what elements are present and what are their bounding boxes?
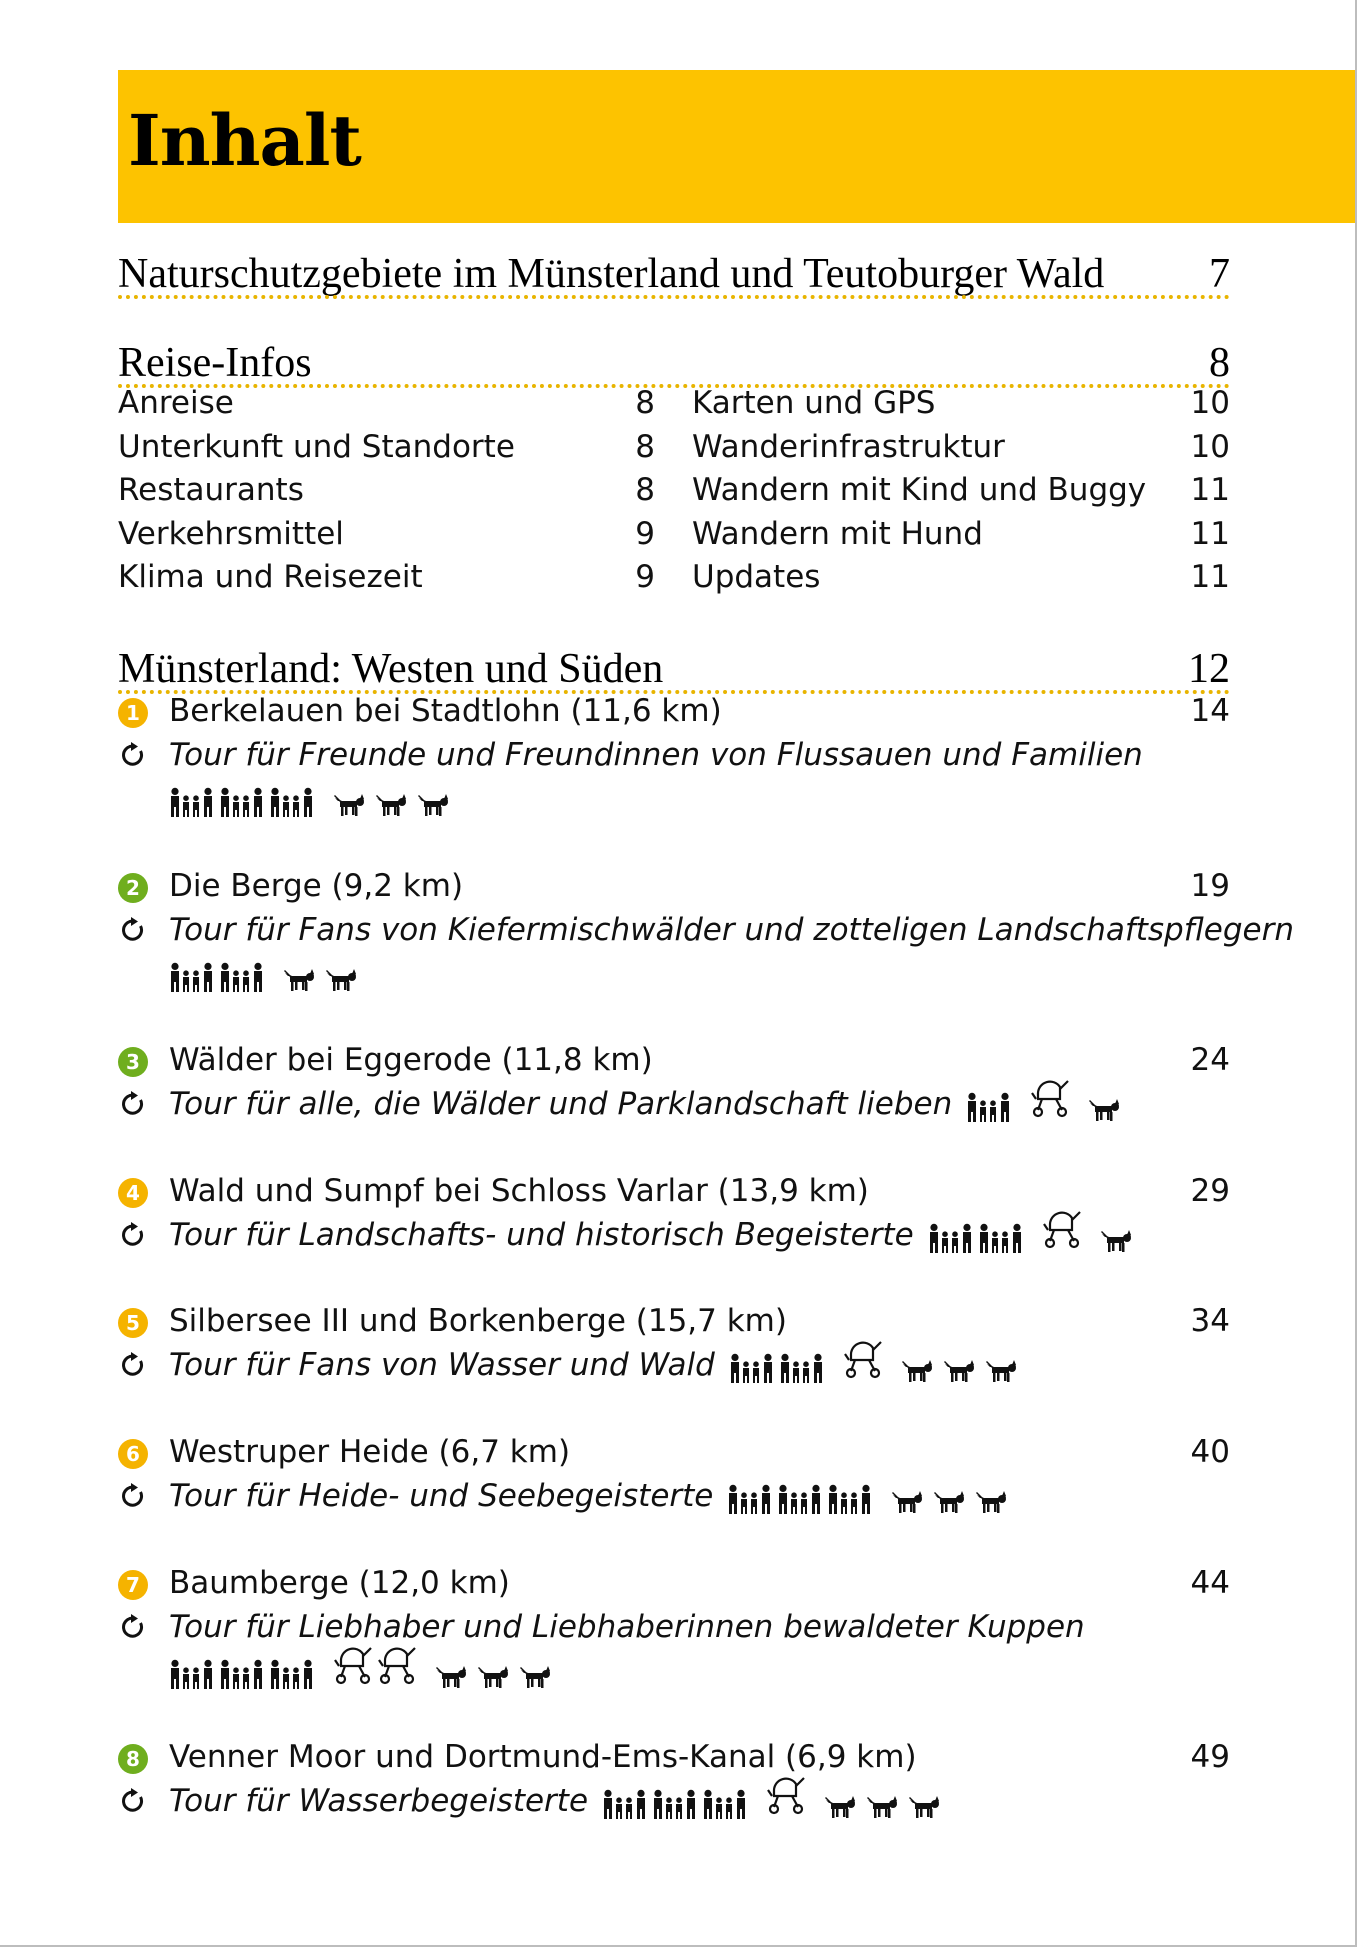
- tour-description: Tour für alle, die Wälder und Parklandschaft lieben: [169, 1086, 953, 1122]
- section-muensterland[interactable]: [118, 642, 1230, 694]
- tour-description: Tour für Landschafts- und historisch Begeisterte: [169, 1217, 914, 1253]
- section-page: 12: [1188, 646, 1230, 692]
- family-icon: [269, 786, 315, 818]
- reise-item-label[interactable]: Karten und GPS: [692, 385, 936, 421]
- family-icon: [169, 1658, 215, 1690]
- tour-title: Baumberge (12,0 km): [169, 1565, 510, 1601]
- audience-icons: [928, 1220, 1142, 1254]
- reise-item-page: 11: [1190, 559, 1230, 595]
- tour-title: Wälder bei Eggerode (11,8 km): [169, 1042, 653, 1078]
- tour-subtitle: [118, 737, 1258, 782]
- reise-item-label[interactable]: Restaurants: [118, 472, 304, 508]
- section-reise-infos[interactable]: [118, 336, 1230, 388]
- tour-description: Tour für Heide- und Seebegeisterte: [169, 1478, 714, 1514]
- tour-entry[interactable]: [118, 1739, 1230, 1784]
- audience-icons: [169, 959, 367, 993]
- reise-item-label[interactable]: Verkehrsmittel: [118, 516, 344, 552]
- tour-subtitle: [118, 1347, 1258, 1392]
- loop-arrow-icon: [120, 1788, 146, 1814]
- dog-icon: [901, 1358, 935, 1384]
- dog-icon: [283, 967, 317, 993]
- tour-page: 24: [1190, 1042, 1230, 1078]
- reise-item-page: 9: [635, 516, 655, 552]
- tour-title: Berkelauen bei Stadtlohn (11,6 km): [169, 693, 722, 729]
- reise-item-label[interactable]: Anreise: [118, 385, 234, 421]
- family-icon: [219, 961, 265, 993]
- dog-icon: [866, 1794, 900, 1820]
- loop-arrow-icon: [120, 1222, 146, 1248]
- dog-icon: [325, 967, 359, 993]
- tour-page: 29: [1190, 1173, 1230, 1209]
- family-icon: [219, 1658, 265, 1690]
- dog-icon: [333, 792, 367, 818]
- tour-title: Die Berge (9,2 km): [169, 868, 464, 904]
- tour-page: 44: [1190, 1565, 1230, 1601]
- family-icon: [219, 786, 265, 818]
- tour-number-badge: 3: [118, 1047, 148, 1077]
- tour-title: Westruper Heide (6,7 km): [169, 1434, 571, 1470]
- section-title: Münsterland: Westen und Süden: [118, 646, 664, 692]
- dog-icon: [519, 1664, 553, 1690]
- dog-icon: [477, 1664, 511, 1690]
- tour-title: Silbersee III und Borkenberge (15,7 km): [169, 1303, 787, 1339]
- dog-icon: [1100, 1228, 1134, 1254]
- tour-subtitle: [118, 912, 1294, 957]
- family-icon: [169, 961, 215, 993]
- reise-item-page: 9: [635, 559, 655, 595]
- family-icon: [269, 1658, 315, 1690]
- family-icon: [779, 1352, 825, 1384]
- buggy-icon: [1030, 1077, 1072, 1119]
- reise-item-label[interactable]: Wandern mit Kind und Buggy: [692, 472, 1147, 508]
- family-icon: [928, 1222, 974, 1254]
- dotted-leader: [118, 384, 1230, 388]
- tour-entry[interactable]: [118, 1303, 1230, 1348]
- dog-icon: [943, 1358, 977, 1384]
- dog-icon: [824, 1794, 858, 1820]
- family-icon: [702, 1788, 748, 1820]
- audience-icons: [602, 1786, 950, 1820]
- family-icon: [729, 1352, 775, 1384]
- dog-icon: [417, 792, 451, 818]
- reise-item-page: 11: [1190, 516, 1230, 552]
- tour-page: 19: [1190, 868, 1230, 904]
- tour-number-badge: 7: [118, 1570, 148, 1600]
- reise-item-page: 10: [1190, 385, 1230, 421]
- tour-page: 49: [1190, 1739, 1230, 1775]
- tour-description: Tour für Fans von Kiefermischwälder und zotteligen Landschaftspflegern: [169, 912, 1294, 948]
- tour-number-badge: 2: [118, 873, 148, 903]
- family-icon: [169, 786, 215, 818]
- reise-item-label[interactable]: Wandern mit Hund: [692, 516, 983, 552]
- loop-arrow-icon: [120, 742, 146, 768]
- tour-entry[interactable]: [118, 693, 1230, 738]
- tour-number-badge: 6: [118, 1439, 148, 1469]
- dog-icon: [933, 1489, 967, 1515]
- tour-description: Tour für Fans von Wasser und Wald: [169, 1347, 715, 1383]
- dog-icon: [435, 1664, 469, 1690]
- title-banner: [118, 70, 1357, 223]
- reise-item-label[interactable]: Wanderinfrastruktur: [692, 429, 1005, 465]
- tour-entry[interactable]: [118, 1565, 1230, 1610]
- loop-arrow-icon: [120, 1614, 146, 1640]
- reise-item-page: 8: [635, 429, 655, 465]
- loop-arrow-icon: [120, 1091, 146, 1117]
- reise-item-label[interactable]: Updates: [692, 559, 821, 595]
- dog-icon: [891, 1489, 925, 1515]
- family-icon: [652, 1788, 698, 1820]
- tour-subtitle: [118, 1609, 1258, 1654]
- buggy-icon: [377, 1644, 419, 1686]
- dog-icon: [1088, 1097, 1122, 1123]
- tour-page: 40: [1190, 1434, 1230, 1470]
- tour-description: Tour für Freunde und Freundinnen von Flussauen und Familien: [169, 737, 1143, 773]
- tour-number-badge: 5: [118, 1308, 148, 1338]
- reise-item-page: 11: [1190, 472, 1230, 508]
- buggy-icon: [1042, 1208, 1084, 1250]
- section-page: 8: [1209, 340, 1230, 386]
- audience-icons: [966, 1089, 1130, 1123]
- dog-icon: [908, 1794, 942, 1820]
- audience-icons: [169, 1656, 561, 1690]
- buggy-icon: [843, 1338, 885, 1380]
- dog-icon: [375, 792, 409, 818]
- family-icon: [978, 1222, 1024, 1254]
- section-page: 7: [1209, 251, 1230, 297]
- tour-number-badge: 4: [118, 1178, 148, 1208]
- reise-item-page: 10: [1190, 429, 1230, 465]
- dog-icon: [975, 1489, 1009, 1515]
- loop-arrow-icon: [120, 917, 146, 943]
- tour-number-badge: 1: [118, 698, 148, 728]
- audience-icons: [729, 1350, 1027, 1384]
- section-title: Reise-Infos: [118, 340, 312, 386]
- tour-description: Tour für Wasserbegeisterte: [169, 1783, 589, 1819]
- family-icon: [827, 1483, 873, 1515]
- family-icon: [602, 1788, 648, 1820]
- buggy-icon: [333, 1644, 375, 1686]
- buggy-icon: [766, 1774, 808, 1816]
- tour-title: Venner Moor und Dortmund-Ems-Kanal (6,9 km): [169, 1739, 917, 1775]
- loop-arrow-icon: [120, 1352, 146, 1378]
- tour-description: Tour für Liebhaber und Liebhaberinnen bewaldeter Kuppen: [169, 1609, 1085, 1645]
- family-icon: [727, 1483, 773, 1515]
- family-icon: [966, 1091, 1012, 1123]
- dotted-leader: [118, 295, 1230, 299]
- tour-page: 34: [1190, 1303, 1230, 1339]
- audience-icons: [169, 784, 459, 818]
- family-icon: [777, 1483, 823, 1515]
- section-nature[interactable]: [118, 247, 1230, 299]
- tour-title: Wald und Sumpf bei Schloss Varlar (13,9 km): [169, 1173, 869, 1209]
- page-title: Inhalt: [128, 99, 361, 182]
- reise-item-page: 8: [635, 385, 655, 421]
- audience-icons: [727, 1481, 1017, 1515]
- loop-arrow-icon: [120, 1483, 146, 1509]
- tour-entry[interactable]: [118, 1434, 1230, 1479]
- section-title: Naturschutzgebiete im Münsterland und Teutoburger Wald: [118, 251, 1105, 297]
- reise-item-page: 8: [635, 472, 655, 508]
- tour-page: 14: [1190, 693, 1230, 729]
- dog-icon: [985, 1358, 1019, 1384]
- tour-subtitle: [118, 1478, 1258, 1523]
- reise-item-label[interactable]: Unterkunft und Standorte: [118, 429, 515, 465]
- reise-item-label[interactable]: Klima und Reisezeit: [118, 559, 423, 595]
- tour-number-badge: 8: [118, 1744, 148, 1774]
- tour-entry[interactable]: [118, 868, 1230, 913]
